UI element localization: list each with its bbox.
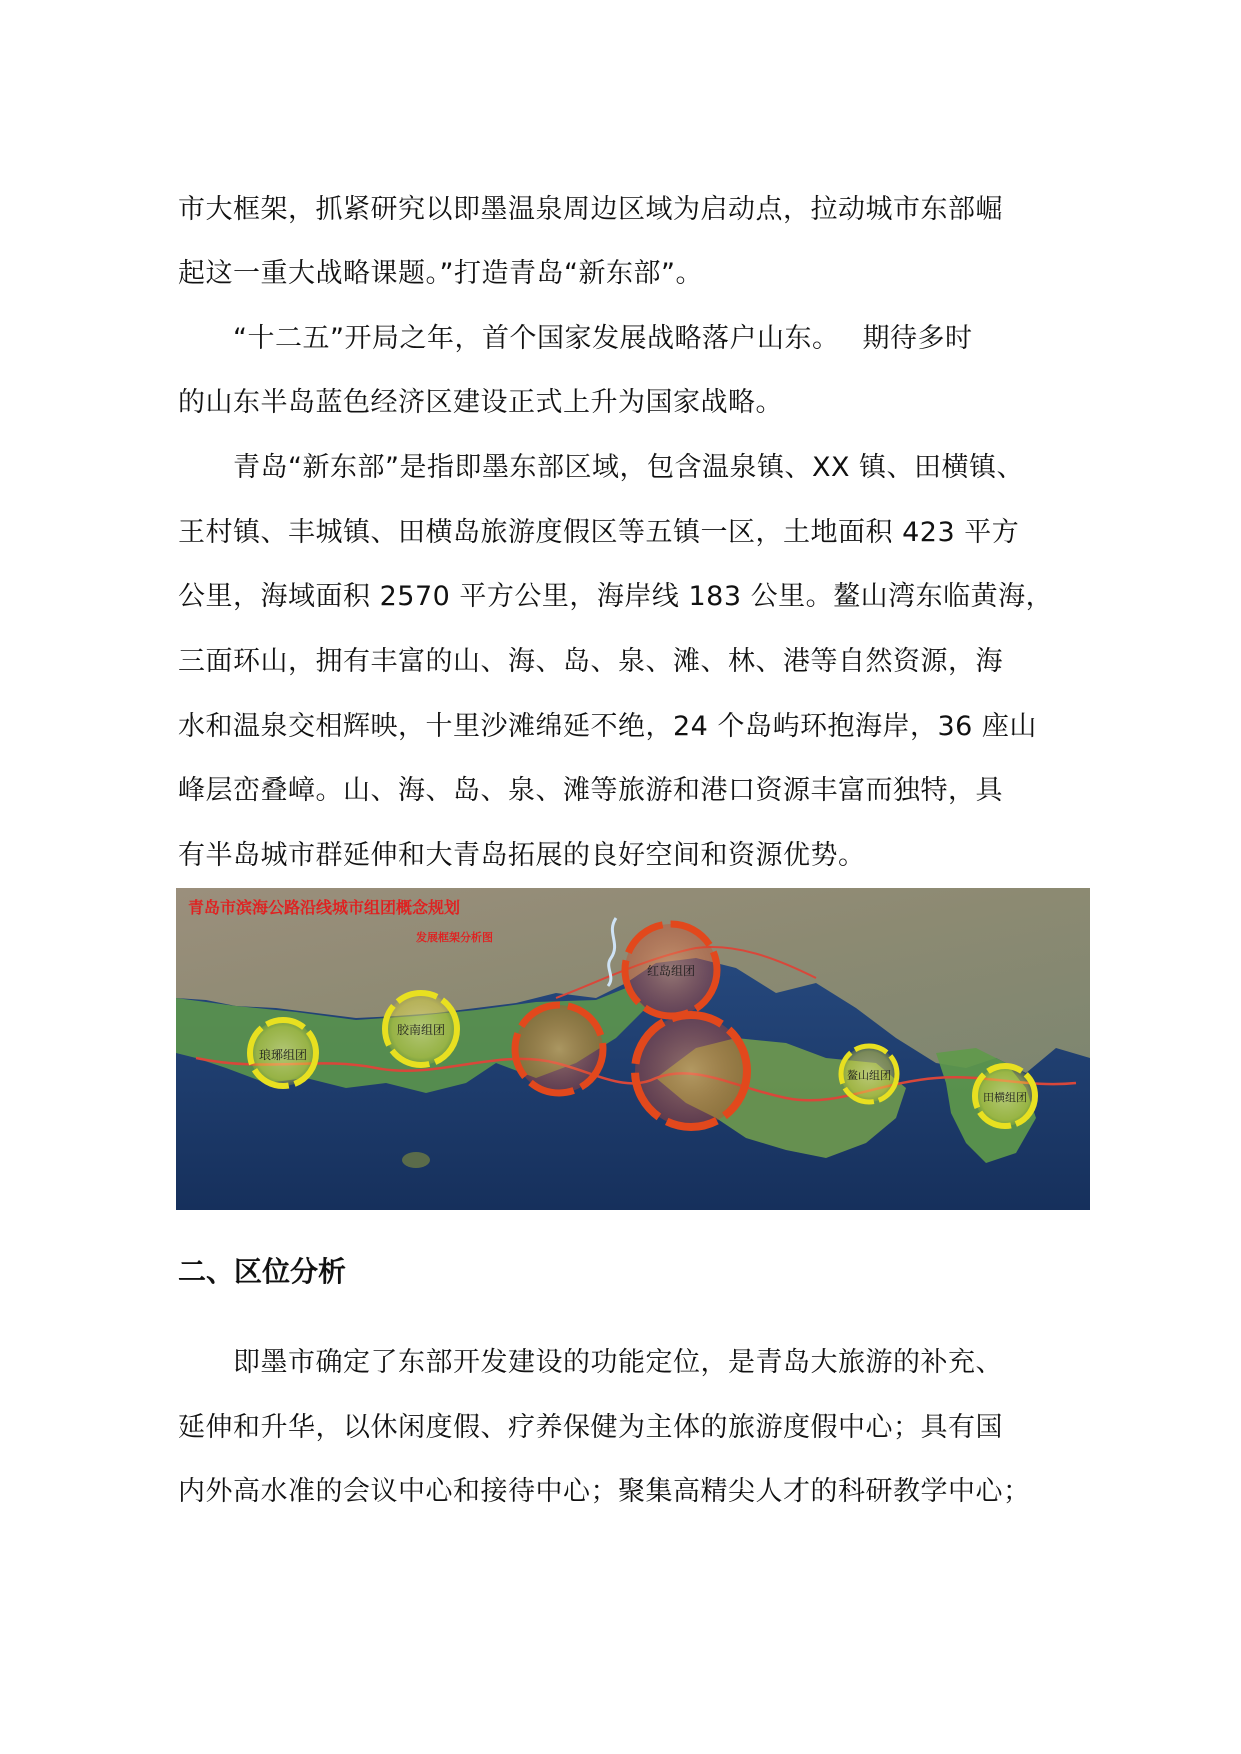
cluster-city-center-ring xyxy=(635,1015,747,1127)
cluster-tianheng-label: 田横组团 xyxy=(983,1091,1027,1104)
map-subtitle: 发展框架分析图 xyxy=(416,931,493,944)
small-island xyxy=(402,1152,430,1168)
cluster-city-center xyxy=(635,1015,747,1127)
cluster-langya-label: 琅琊组团 xyxy=(258,1048,308,1062)
map-title: 青岛市滨海公路沿线城市组团概念规划 xyxy=(188,898,461,917)
paragraph-3-line-1: 青岛“新东部”是指即墨东部区域，包含温泉镇、XX 镇、田横镇、 xyxy=(178,452,1025,483)
cluster-aoshan-label: 鳌山组团 xyxy=(847,1069,891,1082)
cluster-jiaonan xyxy=(385,993,457,1065)
cluster-jiaonan-label: 胶南组团 xyxy=(396,1023,446,1037)
cluster-aoshan xyxy=(841,1046,897,1102)
cluster-hongdao-label: 红岛组团 xyxy=(646,964,696,978)
paragraph-3-line-7: 有半岛城市群延伸和大青岛拓展的良好空间和资源优势。 xyxy=(178,840,866,871)
cluster-huangdao-ring xyxy=(515,1005,603,1093)
cluster-hongdao xyxy=(625,924,717,1016)
paragraph-2-line-1: “十二五”开局之年，首个国家发展战略落户山东。 期待多时 xyxy=(178,323,973,354)
paragraph-1-line-1: 市大框架，抓紧研究以即墨温泉周边区域为启动点，拉动城市东部崛 xyxy=(178,194,1003,225)
paragraph-1-line-2: 起这一重大战略课题。”打造青岛“新东部”。 xyxy=(178,258,703,289)
section-line-1: 即墨市确定了东部开发建设的功能定位，是青岛大旅游的补充、 xyxy=(178,1347,1003,1378)
paragraph-3-line-4: 三面环山，拥有丰富的山、海、岛、泉、滩、林、港等自然资源，海 xyxy=(178,646,1003,677)
section-line-2: 延伸和升华，以休闲度假、疗养保健为主体的旅游度假中心；具有国 xyxy=(178,1412,1003,1443)
cluster-tianheng xyxy=(975,1066,1035,1126)
section-line-3: 内外高水准的会议中心和接待中心；聚集高精尖人才的科研教学中心； xyxy=(178,1476,1031,1507)
planning-map xyxy=(176,888,1090,1210)
paragraph-3-line-6: 峰层峦叠嶂。山、海、岛、泉、滩等旅游和港口资源丰富而独特，具 xyxy=(178,775,1003,806)
paragraph-3-line-5: 水和温泉交相辉映，十里沙滩绵延不绝，24 个岛屿环抱海岸，36 座山 xyxy=(178,711,1037,742)
paragraph-3-line-2: 王村镇、丰城镇、田横岛旅游度假区等五镇一区，土地面积 423 平方 xyxy=(178,517,1020,548)
planning-map-figure xyxy=(176,888,1090,1210)
cluster-huangdao xyxy=(515,1005,603,1093)
section-heading: 二、区位分析 xyxy=(178,1255,347,1288)
paragraph-3-line-3: 公里，海域面积 2570 平方公里，海岸线 183 公里。鳌山湾东临黄海， xyxy=(178,581,1054,612)
cluster-langya xyxy=(250,1020,316,1086)
paragraph-2-line-2: 的山东半岛蓝色经济区建设正式上升为国家战略。 xyxy=(178,387,783,418)
